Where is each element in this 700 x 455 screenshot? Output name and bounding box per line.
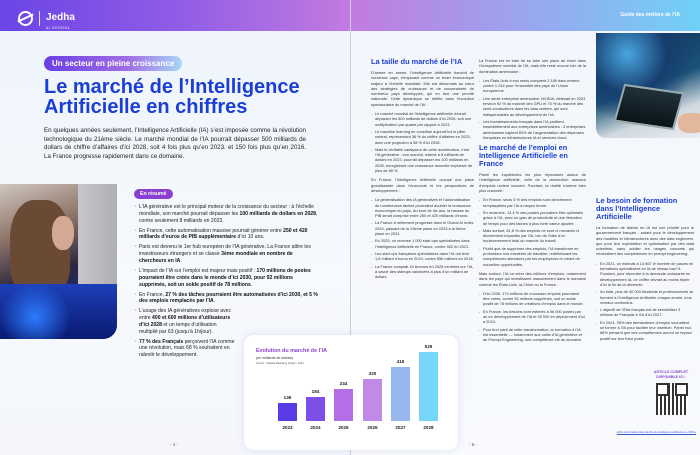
bar-year-label: 2027 — [395, 425, 406, 430]
list-item: - En 2025, on recense 1 000 start-ups spécialisées dans l’Intelligence Artificielle en France, contre 502 en 2021. — [371, 238, 474, 249]
bar-year-label: 2028 — [423, 425, 434, 430]
logo-separator — [39, 11, 40, 26]
page-number-right: - 5 - — [469, 442, 478, 447]
header-banner — [0, 0, 350, 31]
jedha-logo — [18, 7, 75, 30]
heading-employment: Le marché de l’emploi en Intelligence Artificielle en France — [479, 143, 568, 169]
list-item: - D’ici 2030, 170 millions de nouveaux emplois pourraient être créés, contre 92 millions supprimés, soit un solde positif de 78 millions de créations d’emploi dans le monde. — [479, 291, 586, 307]
summary-tag: En résumé — [134, 189, 173, 199]
list-item: - La France comptait 16 licornes en 2025 centrées sur l’IA, à savoir des startups valorisées à plus d’un milliard de dollars. — [371, 264, 474, 280]
summary-item: · L’impact de l’IA sur l’emploi est majeur mais positif : 170 millions de postes pourraient être créés dans le monde d’ici 2030, pour 92 millions supprimés, soit un solde positif de 78 millions. — [135, 268, 320, 288]
list-item: - Plutôt que de supprimer des emplois, l’IA transforme en profondeur nos manières de travailler, redéfinissant les compétences attendues par les employeurs et créant de nouvelles opportunités. — [479, 246, 586, 267]
list-item: - Le machine learning en constitue aujourd’hui le pilier central, représentant 38 % du chiffre d’affaires en 2023, avec une projection à 58 % d’ici 2028. — [371, 129, 474, 145]
market-chart-card — [244, 335, 458, 450]
logo-subtitle: AI SCHOOL — [46, 26, 71, 30]
bar-value-label: 416 — [396, 358, 405, 364]
heading-training: Le besoin de formation dans l’Intelligence Artificielle — [596, 196, 678, 221]
column-employment — [479, 58, 586, 346]
logo-name: Jedha — [46, 12, 75, 23]
summary-item: · En France, cette automatisation massive pourrait générer entre 250 et 420 milliards d’euros de PIB supplémentaire d’ici 10 ans. — [135, 228, 320, 242]
chart-source: Source : Statista Marketing Insight - 2024 — [256, 362, 304, 365]
list-item: - Pour tirer parti de cette transformation, la formation à l’IA est essentielle — notamment aux outils d’IA générative et au Prompt Engineering, une compétence clé du domaine. — [479, 327, 586, 343]
qr-code-icon[interactable] — [656, 383, 688, 415]
list — [596, 261, 694, 341]
bar-2025 — [334, 381, 353, 430]
bar-value-label: 136 — [283, 395, 292, 401]
list-item: - La généralisation des IA génératives et l’automatisation de nombreuses tâches pourraient doubler la croissance économique du pays. Au bout de dix ans, la hausse du PIB serait comprise entre 250 et 420 milliards d’euros. — [371, 197, 474, 218]
article-link[interactable]: jedha.co/formation-ia/le-marche-de-lintelligence-artificielle-en-chiffres — [616, 431, 696, 434]
bar-2027 — [391, 358, 410, 430]
chart-subtitle: (en milliards de dollars) — [256, 356, 294, 360]
list — [371, 111, 474, 173]
list-item: - En France, seuls 5 % des emplois sont directement remplaçables par l’IA à moyen terme. — [479, 197, 586, 208]
bar-2028 — [419, 343, 438, 430]
list — [479, 197, 586, 267]
paragraph: D’année en année, l’Intelligence Artificielle franchit de nouveaux caps, s’imposant comme un levier économique majeur à l’échelle mondiale. Elle est désormais au cœur des stratégies de croissance et de souveraineté de nombreux pays développés, qui en font une priorité nationale. Cette dynamique se reflète dans l’évolution spectaculaire du marché de l’IA : — [371, 70, 474, 107]
list-item: - La France a nettement progressé dans le Global AI Index 2024, passant de la 13ème place en 2023 à la 5ème place en 2024. — [371, 220, 474, 236]
list-item: - Les États-Unis à eux seuls comptent 2 189 data centers contre 1 244 pour l’ensemble des pays de l’Union européenne. — [479, 78, 586, 94]
summary-item: · 77 % des Français perçoivent l’IA comme une révolution, mais 68 % souhaitent en ralentir le développement. — [135, 339, 235, 359]
list-item: - Le marché mondial de l’intelligence artificielle devrait dépasser les 500 milliards de dollars d’ici 2028, soit une multiplication par quatre par rapport à 2023. — [371, 111, 474, 127]
heading-market-size: La taille du marché de l’IA — [371, 57, 463, 66]
list — [371, 197, 474, 279]
list-item: - En 2021, on estimait à 14 667 le nombre de places en formations spécialisées en IA de niveau bac+3. Pourtant, pour répondre à la demande croissante en développement IA, ce chiffre devrait au moins tripler d’ici la fin de la décennie. — [596, 261, 694, 287]
bar-year-label: 2024 — [310, 425, 321, 430]
qr-label: ARTICLE COMPLET DISPONIBLE ICI : — [653, 370, 689, 379]
paragraph: Mais surtout, l’IA va créer des millions d’emplois, notamment dans les pays qui investissent massivement dans le domaine comme les États-Unis, la Chine ou la France : — [479, 270, 586, 287]
woman-at-computer-photo — [0, 184, 117, 339]
bar-value-label: 320 — [368, 371, 377, 377]
list — [479, 291, 586, 343]
summary-item: · En France, 27 % des tâches pourraient être automatisées d’ici 2030, et 5 % des emplois remplacés par l’IA. — [135, 292, 320, 306]
bar-year-label: 2025 — [338, 425, 349, 430]
guide-title: Guide des métiers de l’IA — [620, 12, 680, 18]
list-item: - En revanche, 13,4 % des postes pourraient être optimisés grâce à l’IA, avec un gain de productivité et une libération de temps pour des tâches à plus forte valeur ajoutée. — [479, 210, 586, 226]
summary-item: · L’usage des IA génératives explose avec entre 400 et 600 millions d’utilisateurs d’ici 2028 et un temps d’utilisation multiplié par 63 (jusqu’à 1h/jour). — [135, 308, 235, 335]
bar-2023 — [278, 395, 297, 430]
bar-year-label: 2023 — [282, 425, 293, 430]
bar-value-label: 184 — [311, 388, 320, 394]
list-item: - Une seule entreprise américaine, NVIDIA, détenait en 2023 environ 92 % du marché des GPU et 75 % du marché des semi-conducteurs dans les data centers, qui sont indispensables au développement de l’IA. — [479, 96, 586, 117]
bar-value-label: 529 — [424, 343, 433, 349]
page-number-left: - 4 - — [170, 442, 179, 447]
list — [479, 78, 586, 140]
header-banner-right — [351, 0, 700, 31]
paragraph: En France, l’Intelligence Artificielle occupe une place grandissante dans l’économie et les perspectives de développement : — [371, 177, 474, 193]
list-item: - Les start-ups françaises spécialisées dans l’IA ont levé 1,6 milliard d’euros en 2024, contre 556 millions en 2018. — [371, 251, 474, 262]
list-item: - Mais le véritable catalyseur de cette accélération, c’est l’IA générative : son marché, estimé à 8 milliards de dollars en 2023, pourrait dépasser les 100 milliards en 2028, enregistrant une croissance annuelle explosive de plus de 65 %. — [371, 147, 474, 173]
list-item: - Les investissements français dans l’IA profitent essentiellement aux entreprises américaines : 3 entreprises américaines captent 83% de l’augmentation des dépenses françaises en infrastructures IA et services cloud. — [479, 119, 586, 140]
section-pill: Un secteur en pleine croissance — [44, 56, 182, 71]
list-item: - L’objectif de l’État français est de sensibiliser 3 millions de Français à l’IA d’ici 2027. — [596, 307, 694, 318]
intro-paragraph: En quelques années seulement, l’Intelligence Artificielle (IA) s’est imposée comme la révolution technologique du 21ème siècle. Le marché mondial de l’IA pourrait dépasser 500 milliards de dollars de chiffre d’affaires d’ici 2028, soit 4 fois plus qu’en 2023. et 150 fois plus qu’en 2016. La France progresse rapidement dans ce domaine. — [44, 127, 306, 160]
bar-2026 — [363, 371, 382, 430]
list-item: - Au total, plus de 40 000 étudiants et professionnels se forment à l’Intelligence Artificielle chaque année, tous niveaux confondus. — [596, 289, 694, 305]
column-training — [596, 197, 694, 345]
bar-value-label: 244 — [339, 381, 348, 387]
laptop-data-photo — [596, 33, 700, 138]
list-item: - Mais surtout, 81,6 % des emplois ne sont ni menacés ni directement impactés par l’IA, loin de l’idée d’un bouleversement total du marché du travail. — [479, 228, 586, 244]
jedha-logo-icon — [18, 11, 33, 26]
paragraph: La formation de talents en IA est une priorité pour le gouvernement français : autant pour le développement des modèles et infrastructures avec des data engineers, que pour leur exploitation et optimisation par des data scientists, sans oublier les usages courants qui nécessitent des compétences en prompt engineering. — [596, 225, 694, 257]
page-title: Le marché de l’Intelligence Artificielle en chiffres — [44, 76, 300, 118]
summary-item: · L’IA générative est le principal moteur de la croissance du secteur : à l’échelle mondiale, son marché pourrait dépasser les 100 milliards de dollars en 2028, contre seulement 8 milliards en 2023. — [135, 204, 320, 224]
list-item: - En France, les besoins sont estimés à 56 000 postes par an en développement de l’IA et 25 000 en déploiement d’ici à 2024. — [479, 309, 586, 325]
summary-item: · Paris est devenu le 1er hub européen de l’IA générative. La France attire les investisseurs étrangers et se classe 3ème mondiale en nombre de chercheurs en IA. — [135, 244, 320, 264]
list-item: - En 2024, 35% des demandeurs d’emploi souhaitent se former à l’IA pour faciliter leur insertion. Parmi eux, 86% pensent que ces compétences auront un impact positif sur leur futur poste. — [596, 320, 694, 341]
paragraph: La France est en train de se faire une place de choix dans l’écosystème mondial de l’IA, mais elle reste encore loin de la domination américaine : — [479, 58, 586, 74]
paragraph: Parmi les inquiétudes les plus répandues autour de l’intelligence artificielle, celle de la destruction massive d’emplois revient souvent. Pourtant, la réalité s’arrime bien plus nuancée : — [479, 172, 586, 194]
chart-title: Evolution du marché de l’IA — [256, 348, 327, 354]
bar-2024 — [306, 388, 325, 430]
column-market-size — [371, 58, 474, 283]
bar-year-label: 2026 — [367, 425, 378, 430]
